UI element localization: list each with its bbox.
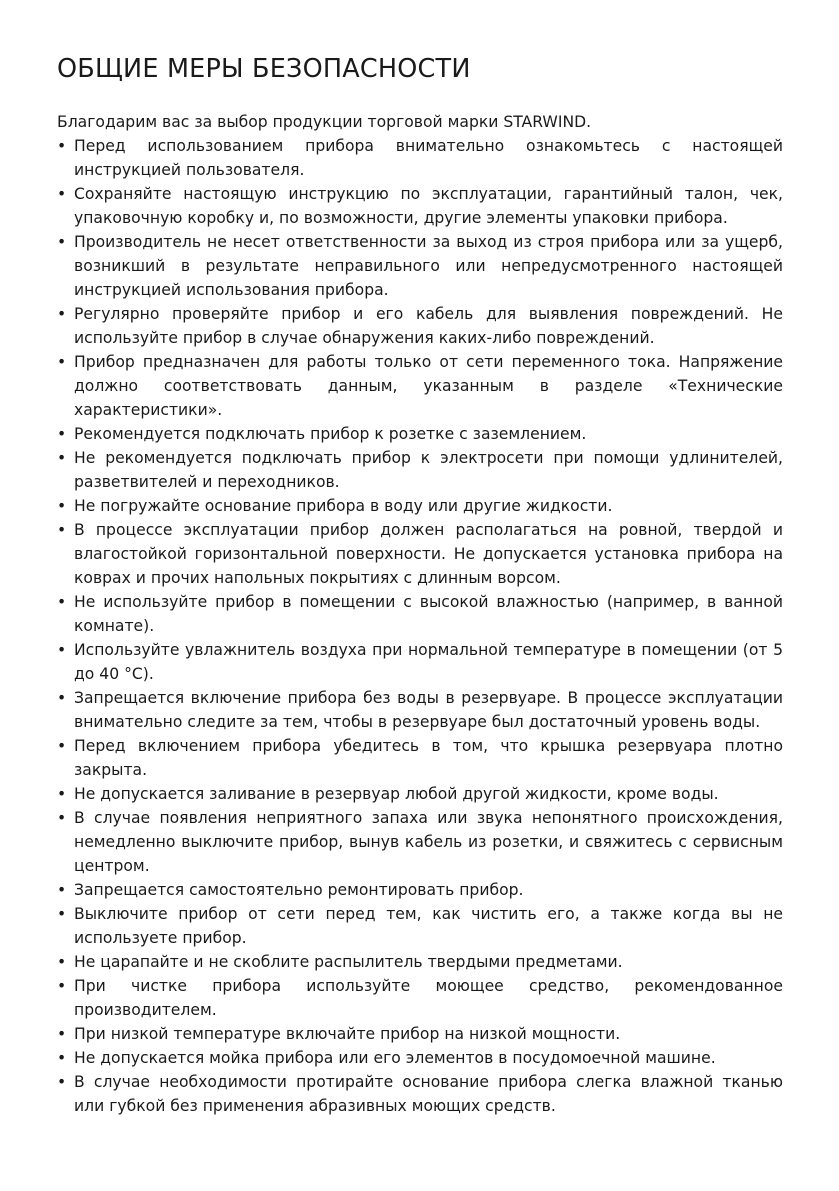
bullet-icon: • (57, 881, 67, 899)
bullet-icon: • (57, 185, 67, 203)
safety-item (57, 806, 783, 878)
safety-item-text: Не погружайте основание прибора в воду или другие жидкости. (74, 497, 613, 515)
safety-item (57, 1046, 783, 1070)
safety-list (57, 134, 783, 1118)
bullet-icon: • (57, 785, 67, 803)
bullet-icon: • (57, 737, 67, 755)
bullet-icon: • (57, 1049, 67, 1067)
safety-item (57, 734, 783, 782)
safety-item (57, 350, 783, 422)
safety-item (57, 686, 783, 734)
bullet-icon: • (57, 809, 67, 827)
safety-item (57, 494, 783, 518)
safety-item-text: Регулярно проверяйте прибор и его кабель для выявления повреждений. Не используйте прибор в случае обнаружения каких-либо повреждений. (74, 305, 783, 347)
safety-item-text: Производитель не несет ответственности за выход из строя прибора или за ущерб, возникший в результате неправильного или непредусмотренного настоящей инструкцией использования прибора. (74, 233, 783, 299)
bullet-icon: • (57, 521, 67, 539)
safety-item (57, 422, 783, 446)
bullet-icon: • (57, 497, 67, 515)
safety-item (57, 902, 783, 950)
bullet-icon: • (57, 1073, 67, 1091)
safety-item-text: Не рекомендуется подключать прибор к электросети при помощи удлинителей, разветвителей и переходников. (74, 449, 783, 491)
bullet-icon: • (57, 689, 67, 707)
safety-item (57, 878, 783, 902)
safety-item-text: При низкой температуре включайте прибор на низкой мощности. (74, 1025, 621, 1043)
safety-item (57, 974, 783, 1022)
safety-item (57, 446, 783, 494)
bullet-icon: • (57, 953, 67, 971)
bullet-icon: • (57, 593, 67, 611)
safety-item (57, 1070, 783, 1118)
safety-item-text: Рекомендуется подключать прибор к розетке с заземлением. (74, 425, 587, 443)
bullet-icon: • (57, 449, 67, 467)
bullet-icon: • (57, 305, 67, 323)
safety-item-text: Используйте увлажнитель воздуха при нормальной температуре в помещении (от 5 до 40 °С). (74, 641, 783, 683)
safety-item (57, 1022, 783, 1046)
safety-item-text: Запрещается самостоятельно ремонтировать прибор. (74, 881, 524, 899)
safety-item (57, 782, 783, 806)
bullet-icon: • (57, 641, 67, 659)
page-title: ОБЩИЕ МЕРЫ БЕЗОПАСНОСТИ (57, 54, 471, 84)
safety-item-text: В процессе эксплуатации прибор должен располагаться на ровной, твердой и влагостойкой горизонтальной поверхности. Не допускается установка прибора на коврах и прочих напольных покрытиях с длинным ворсом. (74, 521, 783, 587)
safety-item-text: Прибор предназначен для работы только от сети переменного тока. Напряжение должно соответствовать данным, указанным в разделе «Технические характеристики». (74, 353, 783, 419)
safety-item (57, 302, 783, 350)
bullet-icon: • (57, 137, 67, 155)
safety-item (57, 590, 783, 638)
safety-item-text: Не допускается заливание в резервуар любой другой жидкости, кроме воды. (74, 785, 719, 803)
safety-item-text: Не допускается мойка прибора или его элементов в посудомоечной машине. (74, 1049, 716, 1067)
safety-item (57, 518, 783, 590)
safety-item (57, 638, 783, 686)
bullet-icon: • (57, 233, 67, 251)
safety-item-text: Перед использованием прибора внимательно ознакомьтесь с настоящей инструкцией пользователя. (74, 137, 783, 179)
safety-item-text: Не используйте прибор в помещении с высокой влажностью (например, в ванной комнате). (74, 593, 783, 635)
safety-item-text: Не царапайте и не скоблите распылитель твердыми предметами. (74, 953, 623, 971)
bullet-icon: • (57, 977, 67, 995)
intro-text: Благодарим вас за выбор продукции торговой марки STARWIND. (57, 113, 592, 131)
safety-item-text: В случае необходимости протирайте основание прибора слегка влажной тканью или губкой без применения абразивных моющих средств. (74, 1073, 783, 1115)
safety-item-text: Сохраняйте настоящую инструкцию по эксплуатации, гарантийный талон, чек, упаковочную коробку и, по возможности, другие элементы упаковки прибора. (74, 185, 783, 227)
safety-item-text: Перед включением прибора убедитесь в том, что крышка резервуара плотно закрыта. (74, 737, 783, 779)
bullet-icon: • (57, 353, 67, 371)
bullet-icon: • (57, 425, 67, 443)
bullet-icon: • (57, 1025, 67, 1043)
safety-item (57, 134, 783, 182)
safety-item (57, 950, 783, 974)
safety-item (57, 182, 783, 230)
safety-item-text: При чистке прибора используйте моющее средство, рекомендованное производителем. (74, 977, 783, 1019)
safety-item-text: Запрещается включение прибора без воды в резервуаре. В процессе эксплуатации внимательно следите за тем, чтобы в резервуаре был достаточный уровень воды. (74, 689, 783, 731)
safety-item-text: В случае появления неприятного запаха или звука непонятного происхождения, немедленно выключите прибор, вынув кабель из розетки, и свяжитесь с сервисным центром. (74, 809, 783, 875)
bullet-icon: • (57, 905, 67, 923)
safety-item-text: Выключите прибор от сети перед тем, как чистить его, а также когда вы не используете прибор. (74, 905, 783, 947)
safety-item (57, 230, 783, 302)
